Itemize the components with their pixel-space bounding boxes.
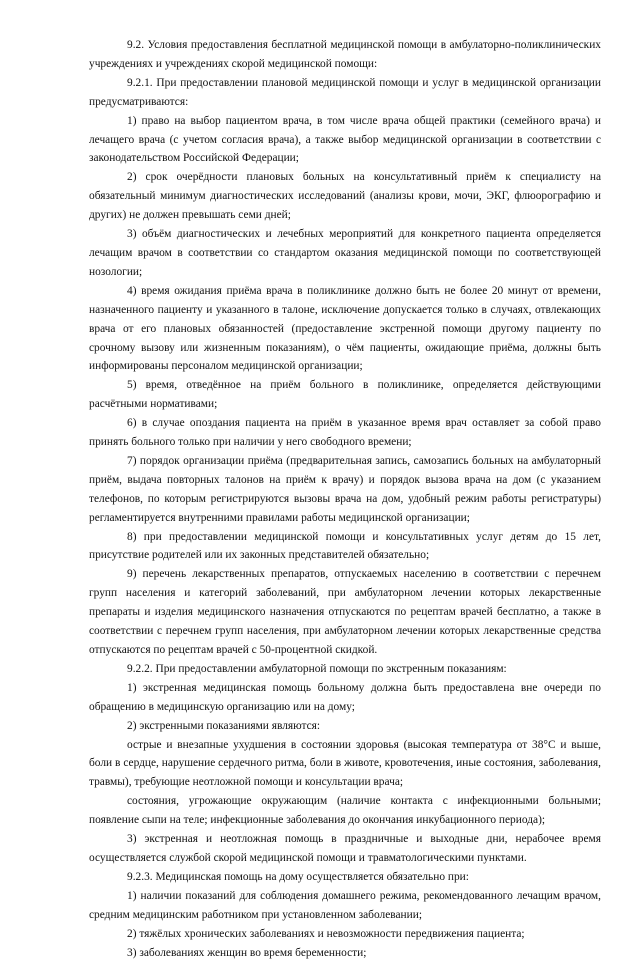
list-item: 1) наличии показаний для соблюдения домашнего режима, рекомендованного лечащим врачом, средним медицинским работником при установленном заболевании; [89, 887, 601, 925]
list-item: 3) заболеваниях женщин во время беременности; [89, 944, 601, 962]
list-item: 2) экстренными показаниями являются: [89, 717, 601, 736]
list-item: состояния, угрожающие окружающим (наличие контакта с инфекционными больными; появление сыпи на теле; инфекционные заболевания до окончания инкубационного периода); [89, 792, 601, 830]
paragraph: 9.2.2. При предоставлении амбулаторной помощи по экстренным показаниям: [89, 660, 601, 679]
list-item: 3) экстренная и неотложная помощь в праздничные и выходные дни, нерабочее время осуществляется службой скорой медицинской помощи и травматологическими пунктами. [89, 830, 601, 868]
list-item: острые и внезапные ухудшения в состоянии здоровья (высокая температура от 38°С и выше, боли в сердце, нарушение сердечного ритма, боли в животе, кровотечения, иные состояния, заболевания, травмы), требующие неотложной помощи и консультации врача; [89, 736, 601, 793]
paragraph: 9.2.3. Медицинская помощь на дому осуществляется обязательно при: [89, 868, 601, 887]
paragraph: 9.2.1. При предоставлении плановой медицинской помощи и услуг в медицинской организации предусматриваются: [89, 74, 601, 112]
list-item: 5) время, отведённое на приём больного в поликлинике, определяется действующими расчётными нормативами; [89, 376, 601, 414]
list-item: 6) в случае опоздания пациента на приём в указанное время врач оставляет за собой право принять больного только при наличии у него свободного времени; [89, 414, 601, 452]
list-item: 1) экстренная медицинская помощь больному должна быть предоставлена вне очереди по обращению в медицинскую организацию или на дому; [89, 679, 601, 717]
list-item: 9) перечень лекарственных препаратов, отпускаемых населению в соответствии с перечнем групп населения и категорий заболеваний, при амбулаторном лечении которых лекарственные препараты и изделия медицинского назначения отпускаются по рецептам врачей бесплатно, а также в соответствии с перечнем групп населения, при амбулаторном лечении которых лекарственные средства отпускаются по рецептам врачей с 50-процентной скидкой. [89, 565, 601, 660]
list-item: 8) при предоставлении медицинской помощи и консультативных услуг детям до 15 лет, присутствие родителей или их законных представителей обязательно; [89, 528, 601, 566]
document-page [89, 36, 601, 962]
list-item: 7) порядок организации приёма (предварительная запись, самозапись больных на амбулаторный приём, выдача повторных талонов на приём к врачу) и порядок вызова врача на дом (с указанием телефонов, по которым регистрируются вызовы врача на дом, удобный режим работы регистратуры) регламентируется внутренними правилами работы медицинской организации; [89, 452, 601, 528]
list-item: 4) время ожидания приёма врача в поликлинике должно быть не более 20 минут от времени, назначенного пациенту и указанного в талоне, исключение допускается только в случаях, отвлекающих врача от его плановых обязанностей (предоставление экстренной помощи другому пациенту по срочному вызову или жизненным показаниям), о чём пациенты, ожидающие приёма, должны быть информированы персоналом медицинской организации; [89, 282, 601, 377]
paragraph: 9.2. Условия предоставления бесплатной медицинской помощи в амбулаторно-поликлинических учреждениях и учреждениях скорой медицинской помощи: [89, 36, 601, 74]
list-item: 2) тяжёлых хронических заболеваниях и невозможности передвижения пациента; [89, 925, 601, 944]
list-item: 2) срок очерёдности плановых больных на консультативный приём к специалисту на обязательный минимум диагностических исследований (анализы крови, мочи, ЭКГ, флюорографию и других) не должен превышать семи дней; [89, 168, 601, 225]
list-item: 3) объём диагностических и лечебных мероприятий для конкретного пациента определяется лечащим врачом в соответствии со стандартом оказания медицинской помощи по соответствующей нозологии; [89, 225, 601, 282]
list-item: 1) право на выбор пациентом врача, в том числе врача общей практики (семейного врача) и лечащего врача (с учетом согласия врача), а также выбор медицинской организации в соответствии с законодательством Российской Федерации; [89, 112, 601, 169]
